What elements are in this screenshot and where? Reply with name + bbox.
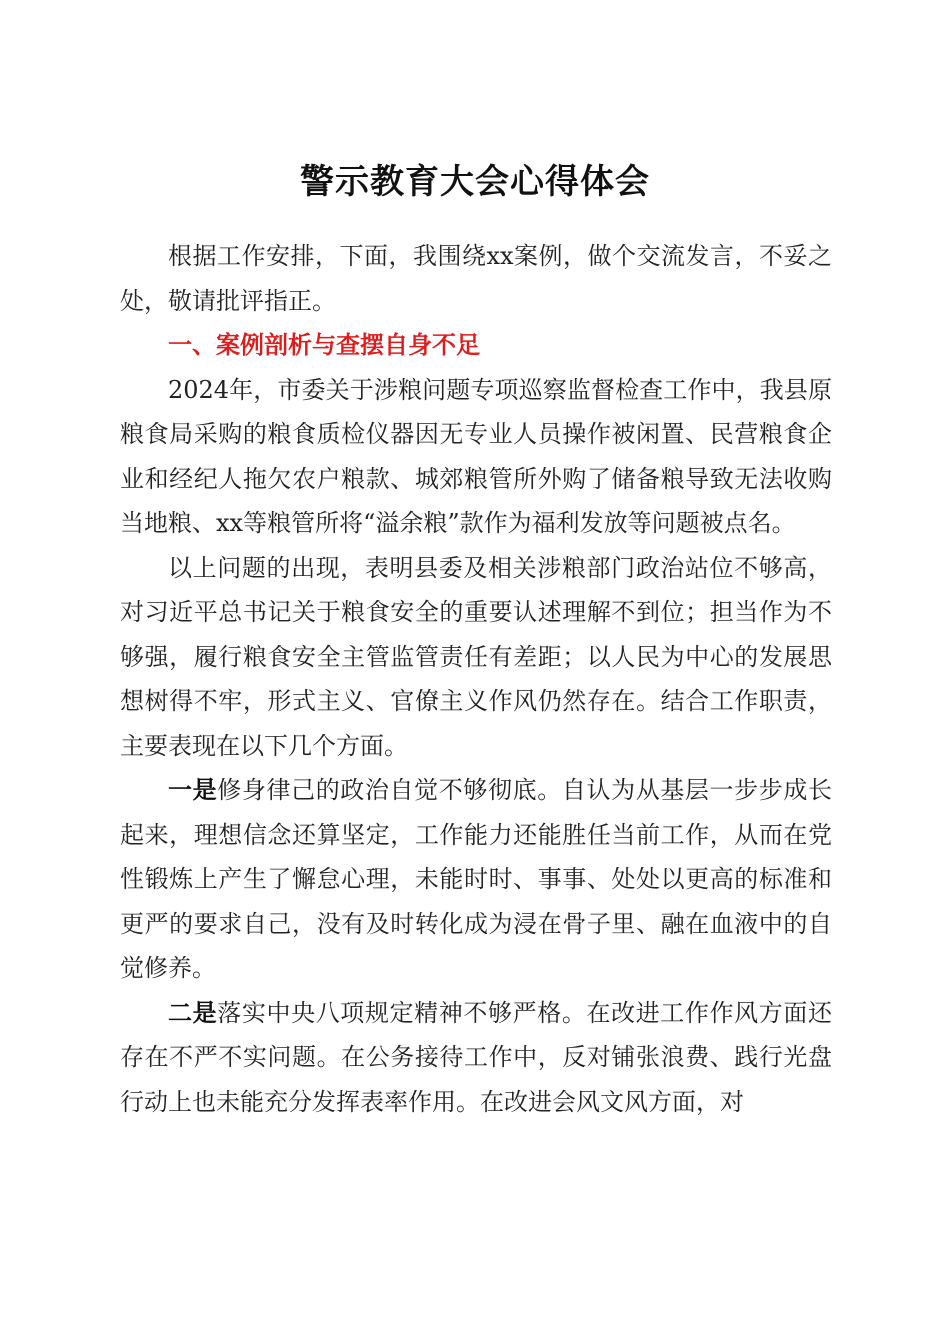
document-title: 警示教育大会心得体会 — [300, 162, 650, 202]
point-one-lead: 一是 — [168, 776, 218, 804]
point-two-paragraph — [120, 991, 832, 1125]
point-one-paragraph — [120, 768, 832, 991]
point-one-text: 修身律己的政治自觉不够彻底。自认为从基层一步步成长起来，理想信念还算坚定，工作能力还能胜任当前工作，从而在党性锻炼上产生了懈怠心理，未能时时、事事、处处以更高的标准和更严的要求自己，没有及时转化成为浸在骨子里、融在血液中的自觉修养。 — [120, 776, 833, 982]
document-body — [120, 234, 832, 1124]
section-heading: 一、案例剖析与查摆自身不足 — [168, 331, 480, 359]
point-two-lead: 二是 — [168, 998, 218, 1027]
case-paragraph: 2024年，市委关于涉粮问题专项巡察监督检查工作中，我县原粮食局采购的粮食质检仪器因无专业人员操作被闲置、民营粮食企业和经纪人拖欠农户粮款、城郊粮管所外购了储备粮导致无法收购当地粮、xx等粮管所将“溢余粮”款作为福利发放等问题被点名。 — [120, 375, 832, 537]
analysis-paragraph: 以上问题的出现，表明县委及相关涉粮部门政治站位不够高，对习近平总书记关于粮食安全的重要认述理解不到位；担当作为不够强，履行粮食安全主管监管责任有差距；以人民为中心的发展思想树得不牢，形式主义、官僚主义作风仍然存在。结合工作职责，主要表现在以下几个方面。 — [120, 553, 832, 760]
intro-paragraph: 根据工作安排，下面，我围绕xx案例，做个交流发言，不妥之处，敬请批评指正。 — [120, 242, 832, 315]
point-two-text: 落实中央八项规定精神不够严格。在改进工作作风方面还存在不严不实问题。在公务接待工作中，反对铺张浪费、践行光盘行动上也未能充分发挥表率作用。在改进会风文风方面，对 — [120, 998, 833, 1116]
